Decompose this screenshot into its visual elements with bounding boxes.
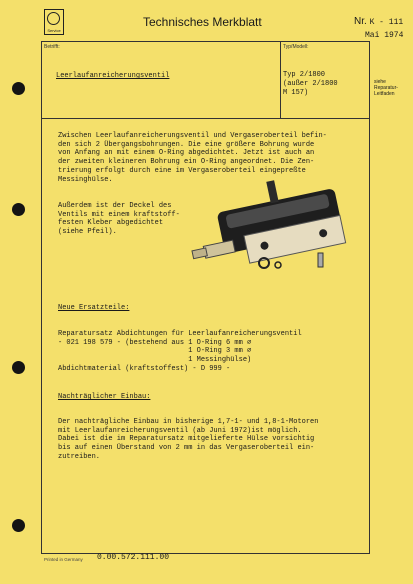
binder-hole <box>12 203 25 216</box>
betrifft-value: Leerlaufanreicherungsventil <box>56 72 170 80</box>
binder-hole <box>12 361 25 374</box>
footer-number: 0.00.572.111.00 <box>97 553 170 562</box>
typ-label: Typ/Modell: <box>283 44 309 50</box>
page-title: Technisches Merkblatt <box>143 15 262 29</box>
nr-value: K - 111 <box>369 18 404 27</box>
logo-caption: Service <box>47 28 61 33</box>
divider <box>280 41 281 118</box>
binder-hole <box>12 519 25 532</box>
binder-hole <box>12 82 25 95</box>
ersatzteile-text: Reparatursatz Abdichtungen für Leerlaufanreicherungsventil - 021 198 579 - (bestehend aus 1 O-Ring 6 mm ∅ 1 O-Ring 3 mm ∅ 1 Messinghülse) Abdichtmaterial (kraftstoffest) - D 999 - <box>58 329 302 373</box>
einbau-heading: Nachträglicher Einbau: <box>58 393 151 401</box>
document-date: Mai 1974 <box>365 31 404 40</box>
divider <box>41 118 370 119</box>
typ-line: Typ 2/1800 <box>283 71 326 79</box>
vw-logo <box>44 9 64 35</box>
deckel-text: Außerdem ist der Deckel des Ventils mit einem kraftstoff- festen Kleber abgedichtet (siehe Pfeil). <box>58 201 180 237</box>
betrifft-label: Betrifft: <box>44 44 60 50</box>
nr-label: Nr. <box>354 16 367 27</box>
neue-ersatzteile-heading: Neue Ersatzteile: <box>58 304 130 312</box>
document-number <box>354 16 403 27</box>
printed-note: Printed in Germany <box>44 557 83 562</box>
typ-line: M 157) <box>283 89 309 97</box>
side-note: siehe Reparatur- Leitfaden <box>374 79 398 97</box>
intro-text: Zwischen Leerlaufanreicherungsventil und Vergaseroberteil befin- den sich 2 Übergangsbohrungen. Die eine größere Bohrung wurde von Anfang an mit einem O-Ring abgedichtet. Jetzt ist auch an der zweiten kleineren Bohrung ein O-Ring angeordnet. Die Zen- trierung erfolgt durch eine im Vergaseroberteil eingepreßte Messinghülse. <box>58 131 327 184</box>
einbau-text: Der nachträgliche Einbau in bisherige 1,7-1- und 1,8-1-Motoren mit Leerlaufanreicherungsventil (ab Juni 1972)ist möglich. Dabei ist die im Reparatursatz mitgelieferte Hülse vorsichtig bis auf einen Überstand von 2 mm in das Vergaseroberteil ein- zutreiben. <box>58 417 319 461</box>
valve-photo <box>180 173 370 278</box>
typ-line: (außer 2/1800 <box>283 80 338 88</box>
